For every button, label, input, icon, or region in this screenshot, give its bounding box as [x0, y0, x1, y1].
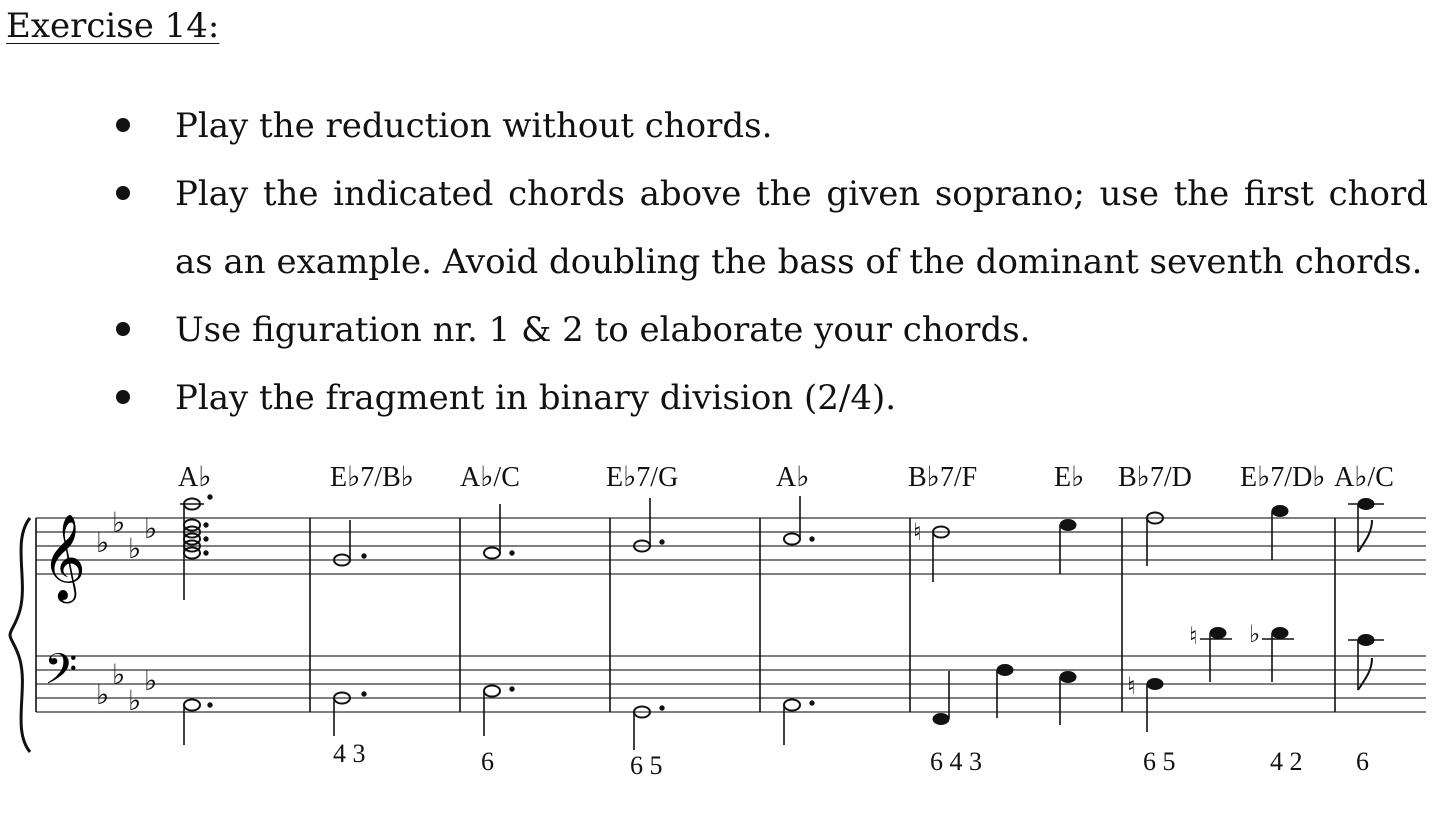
svg-text:♮: ♮: [1189, 622, 1198, 650]
svg-text:♭: ♭: [144, 512, 158, 545]
note: [784, 534, 800, 545]
bullet-icon: [116, 322, 130, 336]
svg-text:♭: ♭: [112, 506, 126, 539]
music-score: [0, 440, 1434, 824]
note: [1060, 672, 1076, 683]
chord-symbol: A♭: [178, 462, 212, 493]
figured-bass-figure: 6 5: [1143, 747, 1176, 776]
figured-bass-figure: 6: [1356, 747, 1369, 776]
note: [484, 686, 500, 697]
instruction-item: [0, 92, 1434, 160]
treble-key-signature: [96, 506, 157, 565]
figured-bass-figure: 4 3: [333, 739, 366, 768]
svg-text:♭: ♭: [1249, 620, 1261, 648]
chord-symbols: [178, 462, 1394, 493]
treble-staff: [36, 518, 1426, 574]
instruction-text: Play the reduction without chords.: [175, 106, 773, 146]
instruction-text: Play the fragment in binary division (2/4).: [175, 378, 897, 418]
note: [1272, 628, 1288, 639]
note: [1147, 679, 1163, 690]
svg-text:♭: ♭: [96, 678, 110, 711]
note: [1210, 628, 1226, 639]
svg-text:♮: ♮: [913, 518, 922, 546]
figured-bass-figure: 6: [481, 747, 494, 776]
instruction-item: [0, 296, 1434, 364]
figured-bass: [333, 739, 1369, 780]
figured-bass-figure: 6 5: [630, 751, 663, 780]
chord-symbol: E♭7/D♭: [1240, 462, 1326, 493]
instruction-text: Use figuration nr. 1 & 2 to elaborate your chords.: [175, 310, 1031, 350]
exercise-title: Exercise 14:: [6, 6, 220, 46]
chord-symbol: E♭7/B♭: [330, 462, 414, 493]
chord-symbol: A♭: [776, 462, 810, 493]
bass-clef-icon: 𝄢: [44, 645, 78, 705]
chord-symbol: B♭7/D: [1118, 462, 1192, 493]
svg-text:♮: ♮: [1127, 672, 1136, 700]
note: [1060, 520, 1076, 531]
note: [484, 548, 500, 559]
grand-staff-brace: [10, 518, 30, 752]
note: [184, 700, 200, 711]
svg-text:♭: ♭: [112, 658, 126, 691]
figured-bass-figure: 4 2: [1270, 747, 1303, 776]
svg-text:♭: ♭: [144, 664, 158, 697]
bullet-icon: [116, 390, 130, 404]
bullet-icon: [116, 186, 130, 200]
note: [184, 499, 200, 559]
svg-text:♭: ♭: [96, 526, 110, 559]
instruction-text: Play the indicated chords above the given soprano; use the first chord as an example. Avoid doubling the bass of the dominant seventh chords.: [175, 174, 1428, 282]
chord-symbol: A♭/C: [1334, 462, 1394, 493]
chord-symbol: B♭7/F: [908, 462, 978, 493]
bullet-icon: [116, 118, 130, 132]
svg-text:♭: ♭: [128, 532, 142, 565]
chord-symbol: E♭7/G: [606, 462, 679, 493]
svg-text:♭: ♭: [128, 684, 142, 717]
treble-clef-icon: 𝄞: [42, 514, 86, 600]
note: [1272, 506, 1288, 517]
instruction-item: [0, 160, 1434, 296]
figured-bass-figure: 6 4 3: [930, 747, 982, 776]
bass-key-signature: [96, 658, 157, 717]
note: [933, 714, 949, 725]
note: [784, 700, 800, 711]
chord-symbol: E♭: [1054, 462, 1085, 493]
barlines: [36, 518, 1335, 712]
instruction-list: [0, 92, 1434, 432]
bass-staff: [36, 656, 1426, 712]
chord-symbol: A♭/C: [460, 462, 520, 493]
instruction-item: [0, 364, 1434, 432]
note: [997, 665, 1013, 676]
